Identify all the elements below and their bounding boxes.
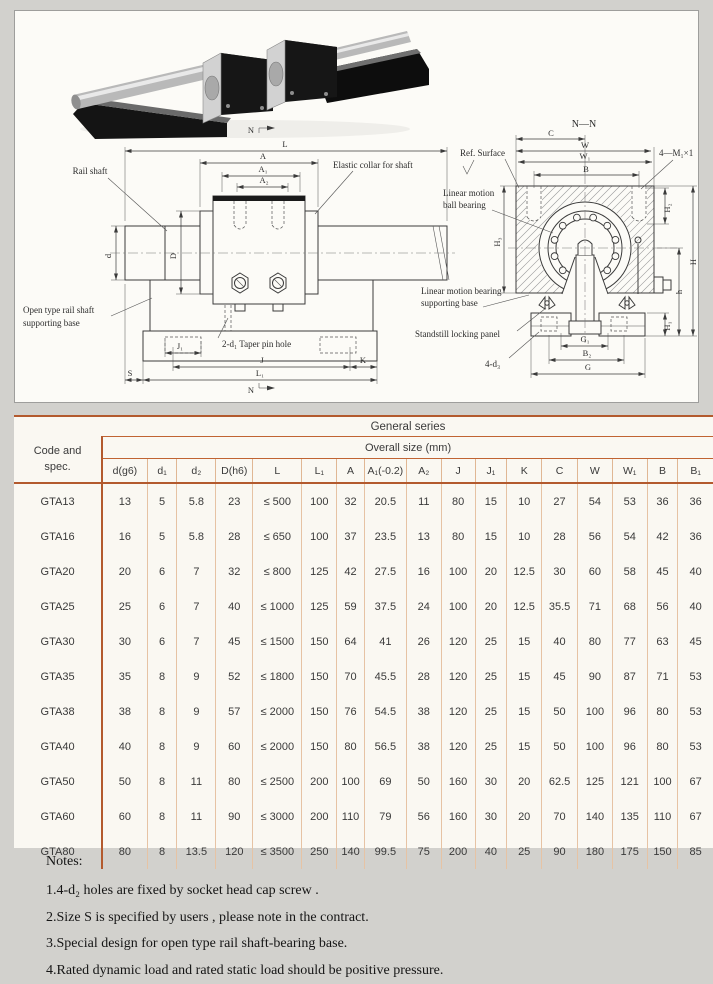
table-cell: 11 [177, 764, 216, 799]
label-elastic-collar: Elastic collar for shaft [333, 160, 413, 170]
notes-section [46, 854, 666, 984]
table-cell: 8 [147, 799, 177, 834]
label-4d3-holes: 4-d₃ [485, 359, 500, 369]
table-cell: 41 [364, 624, 406, 659]
label-support-base-1: Linear motion bearing [421, 286, 502, 296]
table-row [14, 589, 713, 624]
table-cell: 200 [302, 799, 337, 834]
dim-B2: B₂ [583, 348, 592, 358]
table-cell: 150 [302, 729, 337, 764]
col-header: J₁ [475, 459, 507, 484]
dim-h: h [674, 289, 684, 294]
dim-G: G [585, 362, 591, 372]
table-cell: 11 [177, 799, 216, 834]
table-row [14, 483, 713, 519]
table-cell: 67 [678, 764, 713, 799]
table-cell: 63 [647, 624, 678, 659]
table-cell: 25 [507, 834, 542, 869]
table-cell: 135 [612, 799, 647, 834]
table-cell: 200 [441, 834, 475, 869]
table-cell: 50 [102, 764, 147, 799]
table-cell: 10 [507, 519, 542, 554]
table-cell: 38 [102, 694, 147, 729]
corner-header: Code and spec. [14, 437, 102, 484]
table-cell: 125 [302, 589, 337, 624]
table-cell: 125 [302, 554, 337, 589]
table-cell: 77 [612, 624, 647, 659]
table-cell: 71 [647, 659, 678, 694]
table-cell: 32 [337, 483, 365, 519]
table-cell: 35.5 [542, 589, 578, 624]
label-taper-pin: 2-d₁ Taper pin hole [222, 339, 291, 349]
table-cell: 6 [147, 554, 177, 589]
table-cell: 13 [102, 483, 147, 519]
dim-H: H [688, 259, 698, 265]
table-cell: 70 [337, 659, 365, 694]
dim-A2: A₂ [259, 175, 268, 185]
table-cell: 80 [102, 834, 147, 869]
table-cell: 120 [441, 624, 475, 659]
table-cell: 59 [337, 589, 365, 624]
row-code: GTA35 [14, 659, 102, 694]
table-cell: 15 [507, 624, 542, 659]
table-cell: 58 [612, 554, 647, 589]
table-cell: 200 [302, 764, 337, 799]
table-cell: 10 [507, 483, 542, 519]
table-cell: ≤ 650 [253, 519, 302, 554]
dim-A: A [260, 151, 267, 161]
table-row [14, 729, 713, 764]
table-cell: 16 [102, 519, 147, 554]
table-row [14, 624, 713, 659]
table-cell: 50 [542, 694, 578, 729]
table-cell: 70 [542, 799, 578, 834]
table-cell: 40 [678, 554, 713, 589]
row-code: GTA20 [14, 554, 102, 589]
table-cell: 15 [507, 659, 542, 694]
table-cell: 37 [337, 519, 365, 554]
table-cell: 75 [406, 834, 441, 869]
table-cell: 120 [441, 659, 475, 694]
table-cell: 56.5 [364, 729, 406, 764]
technical-drawing [15, 11, 698, 402]
table-cell: 16 [406, 554, 441, 589]
col-header: B [647, 459, 678, 484]
table-cell: 100 [577, 694, 612, 729]
table-cell: 150 [647, 834, 678, 869]
table-cell: ≤ 1500 [253, 624, 302, 659]
table-cell: 30 [542, 554, 578, 589]
note-line: 4.Rated dynamic load and rated static load should be positive pressure. [46, 958, 666, 984]
spec-table [14, 415, 713, 869]
dim-C: C [548, 128, 554, 138]
note-line: 1.4-d₂ holes are fixed by socket head cap screw . [46, 878, 666, 905]
table-cell: 160 [441, 764, 475, 799]
table-cell: 13.5 [177, 834, 216, 869]
table-cell: 54 [577, 483, 612, 519]
table-cell: 28 [406, 659, 441, 694]
table-cell: 62.5 [542, 764, 578, 799]
table-cell: 6 [147, 624, 177, 659]
table-cell: 100 [647, 764, 678, 799]
table-cell: ≤ 2000 [253, 694, 302, 729]
table-cell: 30 [102, 624, 147, 659]
table-cell: 8 [147, 729, 177, 764]
col-header: B₁ [678, 459, 713, 484]
table-cell: 96 [612, 694, 647, 729]
table-cell: 80 [577, 624, 612, 659]
col-header: J [441, 459, 475, 484]
table-cell: 40 [678, 589, 713, 624]
label-open-base-1: Open type rail shaft [23, 305, 95, 315]
table-cell: 56 [647, 589, 678, 624]
col-header: d(g6) [102, 459, 147, 484]
table-row [14, 694, 713, 729]
table-cell: 69 [364, 764, 406, 799]
column-header-row [14, 459, 713, 484]
table-cell: 5.8 [177, 483, 216, 519]
label-locking-panel: Standstill locking panel [415, 329, 500, 339]
table-cell: 67 [678, 799, 713, 834]
table-cell: 9 [177, 659, 216, 694]
row-code: GTA13 [14, 483, 102, 519]
table-cell: 36 [647, 483, 678, 519]
col-header: A₂ [406, 459, 441, 484]
table-cell: 45 [678, 624, 713, 659]
table-cell: 140 [337, 834, 365, 869]
row-code: GTA16 [14, 519, 102, 554]
table-cell: 100 [302, 483, 337, 519]
section-mark-n-top: N [248, 125, 254, 135]
table-cell: 99.5 [364, 834, 406, 869]
table-cell: 90 [216, 799, 253, 834]
table-cell: 90 [542, 834, 578, 869]
table-cell: 38 [406, 729, 441, 764]
table-cell: 87 [612, 659, 647, 694]
table-cell: 76 [337, 694, 365, 729]
table-cell: 85 [678, 834, 713, 869]
table-cell: 80 [441, 519, 475, 554]
table-cell: 23 [216, 483, 253, 519]
table-cell: 8 [147, 694, 177, 729]
table-cell: 45 [216, 624, 253, 659]
table-cell: 5 [147, 483, 177, 519]
table-cell: 52 [216, 659, 253, 694]
table-cell: 28 [542, 519, 578, 554]
table-cell: 26 [406, 624, 441, 659]
table-cell: 7 [177, 624, 216, 659]
table-cell: 12.5 [507, 589, 542, 624]
table-cell: 140 [577, 799, 612, 834]
table-cell: 54.5 [364, 694, 406, 729]
table-cell: 15 [475, 519, 507, 554]
table-cell: 28 [216, 519, 253, 554]
table-cell: 8 [147, 834, 177, 869]
table-cell: 50 [542, 729, 578, 764]
label-open-base-2: supporting base [23, 318, 80, 328]
table-cell: 56 [406, 799, 441, 834]
table-cell: 60 [577, 554, 612, 589]
col-header: d₁ [147, 459, 177, 484]
col-header: A₁(-0.2) [364, 459, 406, 484]
table-cell: 38 [406, 694, 441, 729]
table-cell: 40 [216, 589, 253, 624]
dim-A1: A₁ [258, 164, 267, 174]
table-cell: 45 [542, 659, 578, 694]
table-cell: 96 [612, 729, 647, 764]
table-cell: 30 [475, 764, 507, 799]
table-cell: 25 [475, 729, 507, 764]
row-code: GTA38 [14, 694, 102, 729]
dim-G1: G₁ [580, 334, 589, 344]
table-cell: 100 [577, 729, 612, 764]
table-cell: 120 [441, 694, 475, 729]
product-photo [70, 31, 429, 139]
dim-W1: W₁ [580, 151, 591, 161]
label-thread: 4—M₁×1 [659, 148, 693, 158]
table-cell: 36 [678, 519, 713, 554]
dim-D: D [168, 253, 178, 259]
row-code: GTA30 [14, 624, 102, 659]
dim-L: L [282, 139, 287, 149]
table-cell: ≤ 1000 [253, 589, 302, 624]
roughness-symbol [463, 160, 474, 174]
table-cell: 90 [577, 659, 612, 694]
table-cell: 36 [678, 483, 713, 519]
dim-S: S [128, 368, 133, 378]
col-header: d₂ [177, 459, 216, 484]
table-cell: ≤ 1800 [253, 659, 302, 694]
label-ref-surface: Ref. Surface [460, 148, 505, 158]
col-header: K [507, 459, 542, 484]
row-code: GTA60 [14, 799, 102, 834]
col-header: W [577, 459, 612, 484]
table-cell: 27.5 [364, 554, 406, 589]
table-cell: 20.5 [364, 483, 406, 519]
table-cell: 25 [475, 624, 507, 659]
table-cell: 125 [577, 764, 612, 799]
table-cell: 120 [216, 834, 253, 869]
table-cell: 9 [177, 729, 216, 764]
table-cell: 80 [647, 729, 678, 764]
table-cell: ≤ 2500 [253, 764, 302, 799]
note-line: 3.Special design for open type rail shaft-bearing base. [46, 931, 666, 958]
col-header: W₁ [612, 459, 647, 484]
table-cell: 23.5 [364, 519, 406, 554]
table-row [14, 659, 713, 694]
dim-L1: L₁ [256, 368, 264, 378]
table-cell: 37.5 [364, 589, 406, 624]
row-code: GTA25 [14, 589, 102, 624]
table-cell: 180 [577, 834, 612, 869]
table-cell: 42 [647, 519, 678, 554]
table-cell: 120 [441, 729, 475, 764]
table-cell: 20 [102, 554, 147, 589]
table-cell: 53 [678, 694, 713, 729]
table-cell: 71 [577, 589, 612, 624]
table-title: General series [14, 416, 713, 437]
table-cell: 53 [678, 729, 713, 764]
table-cell: 11 [406, 483, 441, 519]
table-cell: 7 [177, 554, 216, 589]
table-row [14, 764, 713, 799]
spec-table-body [14, 483, 713, 869]
table-cell: 15 [475, 483, 507, 519]
row-code: GTA80 [14, 834, 102, 869]
section-title: N—N [572, 119, 596, 130]
section-mark-n-bottom: N [248, 385, 254, 395]
table-cell: 54 [612, 519, 647, 554]
table-cell: ≤ 3000 [253, 799, 302, 834]
table-cell: 8 [147, 659, 177, 694]
table-cell: 8 [147, 764, 177, 799]
label-rail-shaft: Rail shaft [73, 166, 108, 176]
table-cell: 5.8 [177, 519, 216, 554]
table-cell: 100 [337, 764, 365, 799]
col-header: D(h6) [216, 459, 253, 484]
table-cell: 56 [577, 519, 612, 554]
dim-H3: H₃ [492, 237, 502, 246]
table-cell: 24 [406, 589, 441, 624]
dim-K: K [360, 355, 367, 365]
table-cell: 20 [507, 799, 542, 834]
dim-J: J [260, 355, 264, 365]
table-cell: 53 [612, 483, 647, 519]
dim-J1: J₁ [177, 341, 183, 351]
diagram-panel [14, 10, 699, 403]
table-cell: 80 [216, 764, 253, 799]
table-cell: 40 [475, 834, 507, 869]
table-cell: 40 [542, 624, 578, 659]
note-line: 2.Size S is specified by users , please note in the contract. [46, 905, 666, 932]
table-cell: 40 [102, 729, 147, 764]
table-cell: 20 [475, 554, 507, 589]
row-code: GTA50 [14, 764, 102, 799]
table-cell: 110 [337, 799, 365, 834]
label-ball-bearing-1: Linear motion [443, 188, 495, 198]
table-cell: ≤ 2000 [253, 729, 302, 764]
table-cell: 100 [302, 519, 337, 554]
spec-table-panel [14, 415, 713, 848]
table-cell: 25 [475, 694, 507, 729]
table-cell: 100 [441, 589, 475, 624]
table-row [14, 554, 713, 589]
table-cell: 150 [302, 694, 337, 729]
col-header: C [542, 459, 578, 484]
col-header: A [337, 459, 365, 484]
notes-heading: Notes: [46, 854, 666, 870]
col-header: L₁ [302, 459, 337, 484]
table-cell: 12.5 [507, 554, 542, 589]
table-cell: 7 [177, 589, 216, 624]
table-cell: 60 [216, 729, 253, 764]
table-cell: 9 [177, 694, 216, 729]
table-cell: 150 [302, 659, 337, 694]
table-cell: 80 [337, 729, 365, 764]
table-cell: 35 [102, 659, 147, 694]
table-cell: 20 [507, 764, 542, 799]
table-cell: 64 [337, 624, 365, 659]
row-code: GTA40 [14, 729, 102, 764]
dim-H2: H₂ [662, 203, 672, 212]
table-cell: ≤ 800 [253, 554, 302, 589]
dim-W: W [581, 140, 589, 150]
table-cell: 68 [612, 589, 647, 624]
table-cell: 27 [542, 483, 578, 519]
table-cell: 42 [337, 554, 365, 589]
table-cell: 13 [406, 519, 441, 554]
table-cell: ≤ 3500 [253, 834, 302, 869]
table-cell: 45.5 [364, 659, 406, 694]
dim-d: d [103, 253, 113, 258]
table-cell: 6 [147, 589, 177, 624]
table-cell: 100 [441, 554, 475, 589]
table-cell: 160 [441, 799, 475, 834]
table-row [14, 799, 713, 834]
table-cell: 50 [406, 764, 441, 799]
table-cell: 60 [102, 799, 147, 834]
group-header: Overall size (mm) [102, 437, 713, 459]
table-cell: ≤ 500 [253, 483, 302, 519]
label-support-base-2: supporting base [421, 298, 478, 308]
table-cell: 15 [507, 729, 542, 764]
table-cell: 79 [364, 799, 406, 834]
table-row [14, 519, 713, 554]
table-cell: 80 [441, 483, 475, 519]
table-cell: 121 [612, 764, 647, 799]
label-ball-bearing-2: ball bearing [443, 200, 486, 210]
table-cell: 30 [475, 799, 507, 834]
table-cell: 175 [612, 834, 647, 869]
table-cell: 32 [216, 554, 253, 589]
table-cell: 57 [216, 694, 253, 729]
table-cell: 15 [507, 694, 542, 729]
table-cell: 80 [647, 694, 678, 729]
table-cell: 5 [147, 519, 177, 554]
table-cell: 150 [302, 624, 337, 659]
table-cell: 110 [647, 799, 678, 834]
table-cell: 25 [475, 659, 507, 694]
table-cell: 53 [678, 659, 713, 694]
table-cell: 45 [647, 554, 678, 589]
col-header: L [253, 459, 302, 484]
dim-H1: H₁ [662, 321, 672, 330]
table-cell: 250 [302, 834, 337, 869]
table-cell: 25 [102, 589, 147, 624]
dim-B: B [583, 164, 589, 174]
table-cell: 20 [475, 589, 507, 624]
